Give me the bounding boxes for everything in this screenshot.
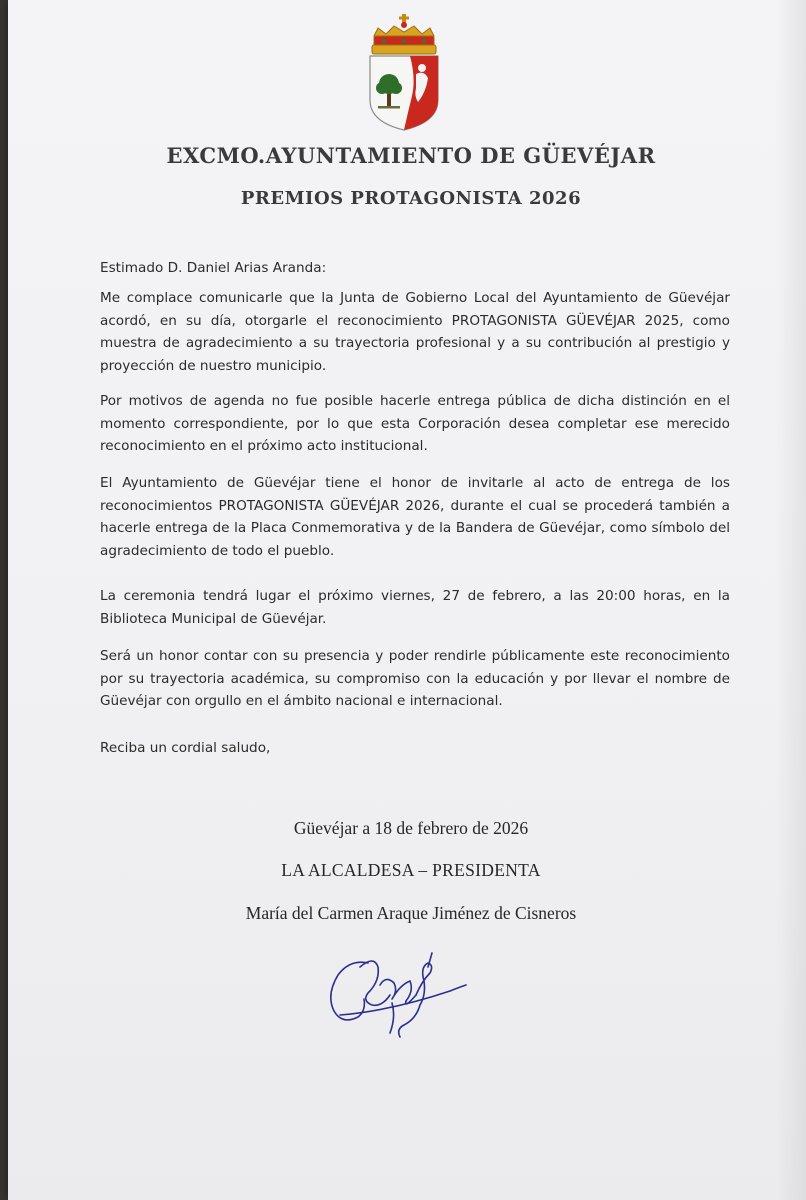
signatory-role: LA ALCALDESA – PRESIDENTA bbox=[281, 860, 541, 880]
letter-paragraph: Por motivos de agenda no fue posible hacerle entrega pública de dicha distinción en el momento correspondiente, por lo que esta Corporación desea completar ese merecido reconocimiento en el próximo acto institucional. bbox=[100, 393, 730, 454]
awards-title: PREMIOS PROTAGONISTA 2026 bbox=[240, 188, 582, 209]
letter-paragraph: Será un honor contar con su presencia y poder rendirle públicamente este reconocimiento por su trayectoria académica, su compromiso con la educación y por llevar el nombre de Güevéjar con orgullo en el ámbito nacional e internacional. bbox=[100, 648, 730, 709]
letter-paragraph: La ceremonia tendrá lugar el próximo viernes, 27 de febrero, a las 20:00 horas, en la Biblioteca Municipal de Güevéjar. bbox=[100, 588, 730, 627]
letter-salutation: Estimado D. Daniel Arias Aranda: bbox=[100, 260, 327, 276]
place-date: Güevéjar a 18 de febrero de 2026 bbox=[293, 818, 529, 838]
letter-closing: Reciba un cordial saludo, bbox=[100, 740, 271, 756]
signatory-name: María del Carmen Araque Jiménez de Cisneros bbox=[245, 903, 577, 923]
letter-paragraph: El Ayuntamiento de Güevéjar tiene el honor de invitarle al acto de entrega de los reconocimientos PROTAGONISTA GÜEVÉJAR 2026, durante el cual se procederá también a hacerle entrega de la Placa Conmemorativa y de la Bandera de Güevéjar, como símbolo del agradecimiento de todo el pueblo. bbox=[100, 475, 730, 559]
coat-of-arms-icon bbox=[364, 12, 444, 134]
handwritten-signature-icon bbox=[320, 945, 470, 1050]
letter-paragraph: Me complace comunicarle que la Junta de Gobierno Local del Ayuntamiento de Güevéjar acordó, en su día, otorgarle el reconocimiento PROTAGONISTA GÜEVÉJAR 2025, como muestra de agradecimiento a su trayectoria profesional y a su contribución al prestigio y proyección de nuestro municipio. bbox=[100, 290, 730, 374]
institution-title: EXCMO.AYUNTAMIENTO DE GÜEVÉJAR bbox=[166, 143, 656, 168]
letter-page bbox=[8, 0, 806, 1200]
